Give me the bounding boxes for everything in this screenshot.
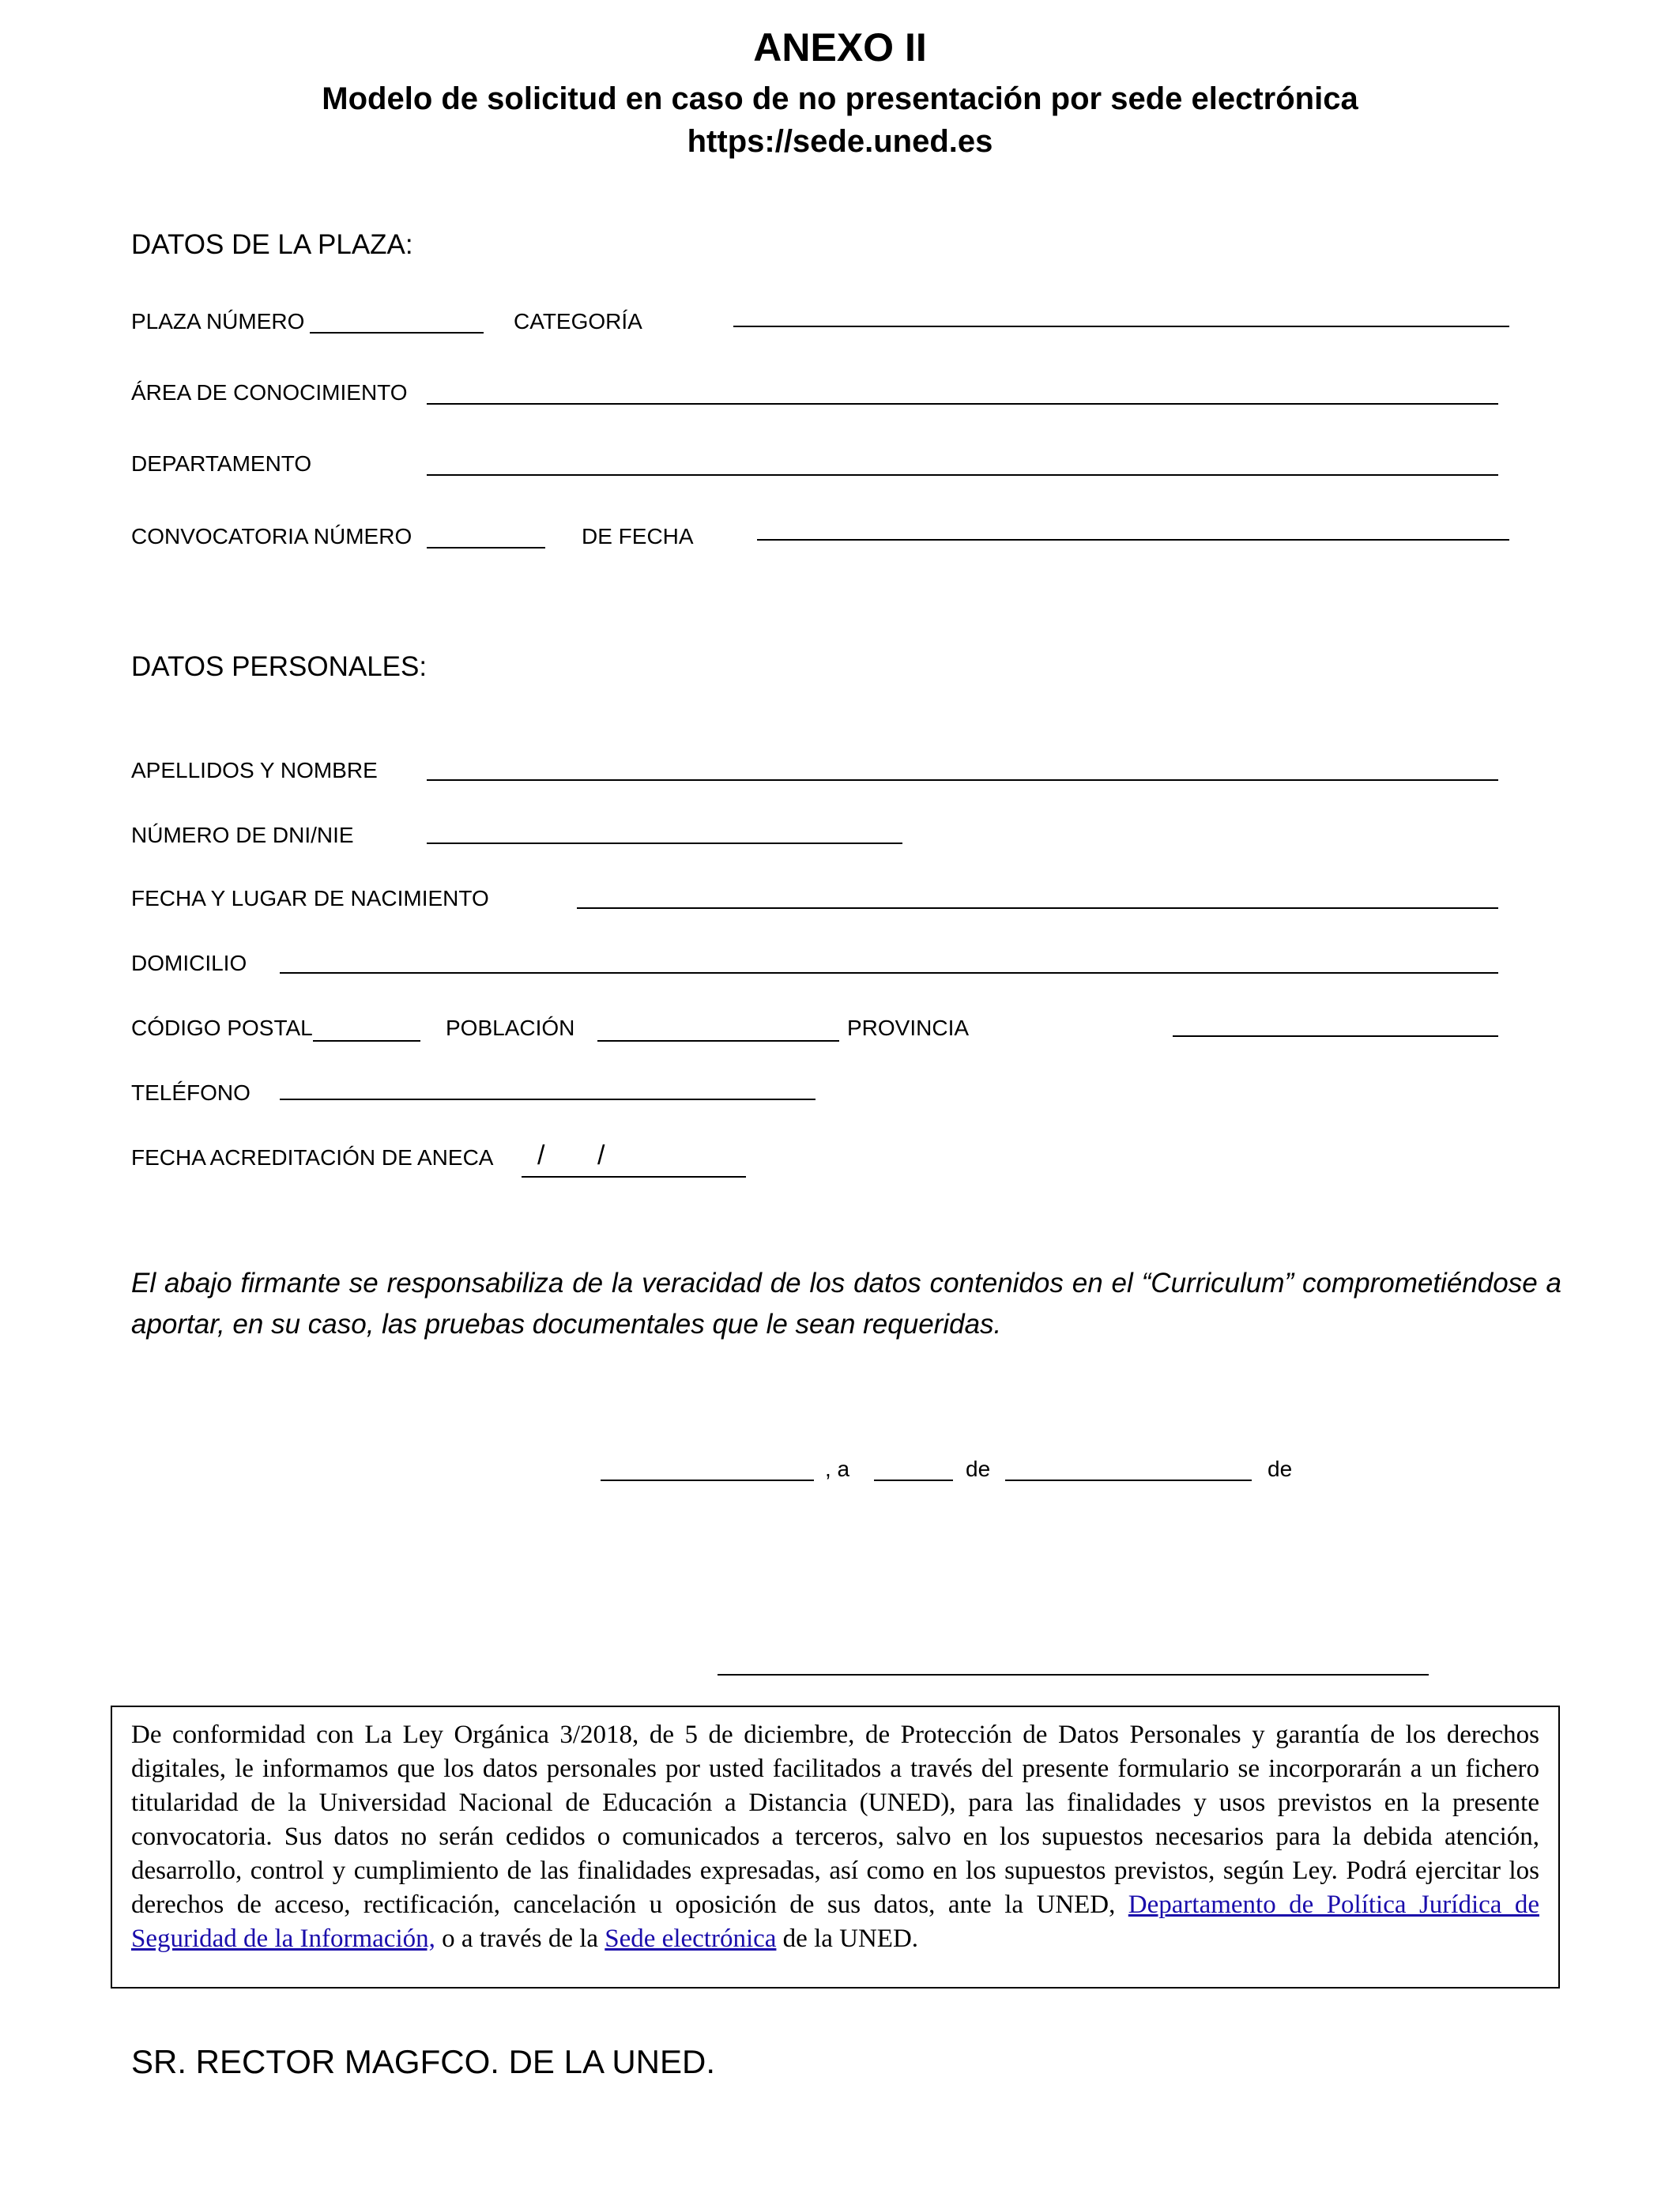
departamento-field[interactable] bbox=[427, 474, 1498, 476]
domicilio-label: DOMICILIO bbox=[131, 951, 247, 975]
legal-text: o a través de la bbox=[435, 1924, 605, 1953]
area-conocimiento-label: ÁREA DE CONOCIMIENTO bbox=[131, 380, 408, 405]
plaza-numero-label: PLAZA NÚMERO bbox=[131, 309, 305, 334]
de-text: de bbox=[966, 1457, 991, 1481]
comma-a-text: , a bbox=[825, 1457, 850, 1481]
apellidos-nombre-label: APELLIDOS Y NOMBRE bbox=[131, 758, 378, 782]
fecha-aneca-label: FECHA ACREDITACIÓN DE ANECA bbox=[131, 1145, 494, 1170]
legal-text: de la UNED. bbox=[776, 1924, 919, 1953]
categoria-field[interactable] bbox=[733, 326, 1509, 327]
de-text: de bbox=[1268, 1457, 1293, 1481]
fecha-aneca-field[interactable] bbox=[522, 1176, 746, 1178]
categoria-label: CATEGORÍA bbox=[514, 309, 642, 334]
poblacion-field[interactable] bbox=[597, 1040, 839, 1042]
declaration-text: El abajo firmante se responsabiliza de la veracidad de los datos contenidos en el “Curriculum” comprometiéndose a aportar, en su caso, las pruebas documentales que le sean requeridas. bbox=[131, 1268, 1561, 1340]
fecha-lugar-nacimiento-label: FECHA Y LUGAR DE NACIMIENTO bbox=[131, 886, 489, 910]
poblacion-label: POBLACIÓN bbox=[446, 1016, 575, 1040]
departamento-label: DEPARTAMENTO bbox=[131, 451, 312, 476]
document-subtitle: Modelo de solicitud en caso de no presentación por sede electrónica bbox=[322, 81, 1358, 116]
de-fecha-field[interactable] bbox=[757, 539, 1509, 541]
codigo-postal-field[interactable] bbox=[313, 1040, 420, 1042]
plaza-section-heading: DATOS DE LA PLAZA: bbox=[131, 229, 413, 260]
fecha-lugar-nacimiento-field[interactable] bbox=[577, 907, 1498, 909]
signature-day-field[interactable] bbox=[874, 1480, 953, 1481]
document-title: ANEXO II bbox=[753, 25, 927, 70]
provincia-label: PROVINCIA bbox=[847, 1016, 970, 1040]
codigo-postal-label: CÓDIGO POSTAL bbox=[131, 1016, 313, 1040]
dni-nie-label: NÚMERO DE DNI/NIE bbox=[131, 823, 354, 847]
personal-section-heading: DATOS PERSONALES: bbox=[131, 651, 428, 682]
dni-nie-field[interactable] bbox=[427, 843, 902, 844]
date-slash: / bbox=[597, 1140, 605, 1171]
data-protection-notice bbox=[111, 1706, 1560, 1989]
de-fecha-label: DE FECHA bbox=[582, 524, 694, 548]
apellidos-nombre-field[interactable] bbox=[427, 779, 1498, 781]
recipient: SR. RECTOR MAGFCO. DE LA UNED. bbox=[131, 2043, 715, 2080]
date-slash: / bbox=[537, 1140, 545, 1171]
signature-month-field[interactable] bbox=[1005, 1480, 1252, 1481]
sede-url: https://sede.uned.es bbox=[687, 124, 993, 159]
telefono-field[interactable] bbox=[280, 1099, 816, 1100]
domicilio-field[interactable] bbox=[280, 972, 1498, 974]
signature-field[interactable] bbox=[718, 1674, 1429, 1676]
area-conocimiento-field[interactable] bbox=[427, 403, 1498, 405]
sede-electronica-link[interactable]: Sede electrónica bbox=[605, 1924, 777, 1953]
convocatoria-numero-label: CONVOCATORIA NÚMERO bbox=[131, 524, 412, 548]
provincia-field[interactable] bbox=[1173, 1035, 1498, 1037]
telefono-label: TELÉFONO bbox=[131, 1080, 250, 1105]
departamento-politica-juridica-link[interactable]: Departamento de Política Jurídica de Seguridad de la Información, bbox=[131, 1891, 1539, 1953]
signature-place-field[interactable] bbox=[601, 1480, 814, 1481]
convocatoria-numero-field[interactable] bbox=[427, 547, 545, 548]
plaza-numero-field[interactable] bbox=[310, 332, 484, 334]
legal-text: De conformidad con La Ley Orgánica 3/2018, de 5 de diciembre, de Protección de Datos Personales y garantía de los derechos digitales, le informamos que los datos personales por usted facilitados a través del presente formulario se incorporarán a un fichero titularidad de la Universidad Nacional de Educación a Distancia (UNED), para las finalidades y usos previstos en la presente convocatoria. Sus datos no serán cedidos o comunicados a terceros, salvo en los supuestos necesarios para la debida atención, desarrollo, control y cumplimiento de las finalidades expresadas, así como en los supuestos previstos, según Ley. Podrá ejercitar los derechos de acceso, rectificación, cancelación u oposición de sus datos, ante la UNED, bbox=[131, 1721, 1539, 1919]
